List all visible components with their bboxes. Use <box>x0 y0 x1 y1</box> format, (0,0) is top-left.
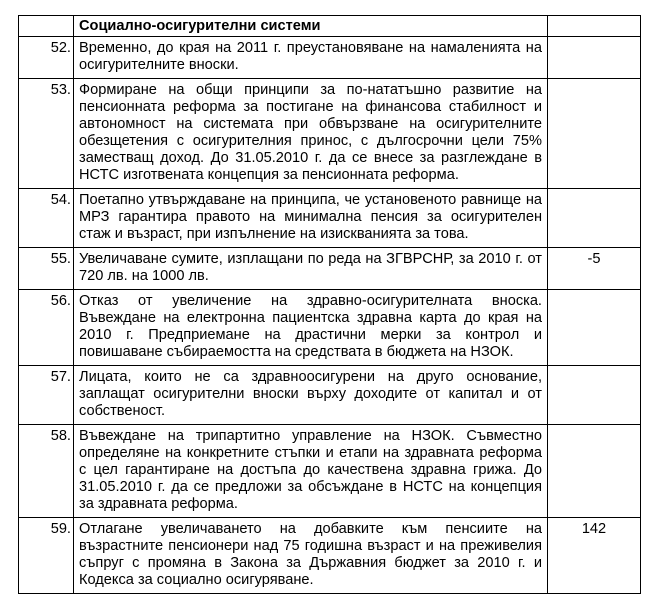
table-row <box>19 248 641 290</box>
row-value <box>548 290 641 366</box>
row-number: 52. <box>19 37 74 79</box>
row-text: Отлагане увеличаването на добавките към пенсиите на възрастните пенсионери над 75 годишна възраст и на преживелия съпруг с промяна в Закона за Държавния бюджет за 2010 г. и Кодекса за социално осигуряване. <box>74 518 548 594</box>
row-text: Въвеждане на трипартитно управление на НЗОК. Съвместно определяне на конкретните стъпки и етапи на здравната реформа с цел гарантиране на достъпа до качествена здравна грижа. До 31.05.2010 г. да се предложи за обсъждане в НСТС на концепция за здравната реформа. <box>74 425 548 518</box>
table-row <box>19 37 641 79</box>
row-value: -5 <box>548 248 641 290</box>
row-number: 58. <box>19 425 74 518</box>
header-value-cell <box>548 16 641 37</box>
table-row <box>19 290 641 366</box>
row-value <box>548 366 641 425</box>
row-text: Увеличаване сумите, изплащани по реда на ЗГВРСНР, за 2010 г. от 720 лв. на 1000 лв. <box>74 248 548 290</box>
row-value: 142 <box>548 518 641 594</box>
row-number: 55. <box>19 248 74 290</box>
row-number: 53. <box>19 79 74 189</box>
row-text: Временно, до края на 2011 г. преустановяване на намаленията на осигурителните вноски. <box>74 37 548 79</box>
header-num-cell <box>19 16 74 37</box>
row-text: Формиране на общи принципи за по-нататъшно развитие на пенсионната реформа за постигане на финансова стабилност и автономност на системата при обвързване на осигурителните обезщетения с осигурителния принос, с дългосрочни цели 75% заместващ доход. До 31.05.2010 г. да се внесе за разглеждане в НСТС изготвената концепция за пенсионната реформа. <box>74 79 548 189</box>
row-text: Поетапно утвърждаване на принципа, че установеното равнище на МРЗ гарантира правото на минимална пенсия за осигурителен стаж и възраст, при изпълнение на изискванията за това. <box>74 189 548 248</box>
row-value <box>548 189 641 248</box>
table-row <box>19 518 641 594</box>
table-row <box>19 189 641 248</box>
row-number: 59. <box>19 518 74 594</box>
table-row <box>19 79 641 189</box>
section-header-row <box>19 16 641 37</box>
row-text: Лицата, които не са здравноосигурени на друго основание, заплащат осигурителни вноски върху доходите от капитал и от собственост. <box>74 366 548 425</box>
row-value <box>548 79 641 189</box>
row-text: Отказ от увеличение на здравно-осигурителната вноска. Въвеждане на електронна пациентска здравна карта до края на 2010 г. Предприемане на драстични мерки за контрол и повишаване събираемостта на средствата в бюджета на НЗОК. <box>74 290 548 366</box>
section-title: Социално-осигурителни системи <box>74 16 548 37</box>
table-row <box>19 425 641 518</box>
measures-table <box>18 15 641 594</box>
row-number: 56. <box>19 290 74 366</box>
table-row <box>19 366 641 425</box>
row-number: 54. <box>19 189 74 248</box>
row-value <box>548 425 641 518</box>
row-value <box>548 37 641 79</box>
row-number: 57. <box>19 366 74 425</box>
